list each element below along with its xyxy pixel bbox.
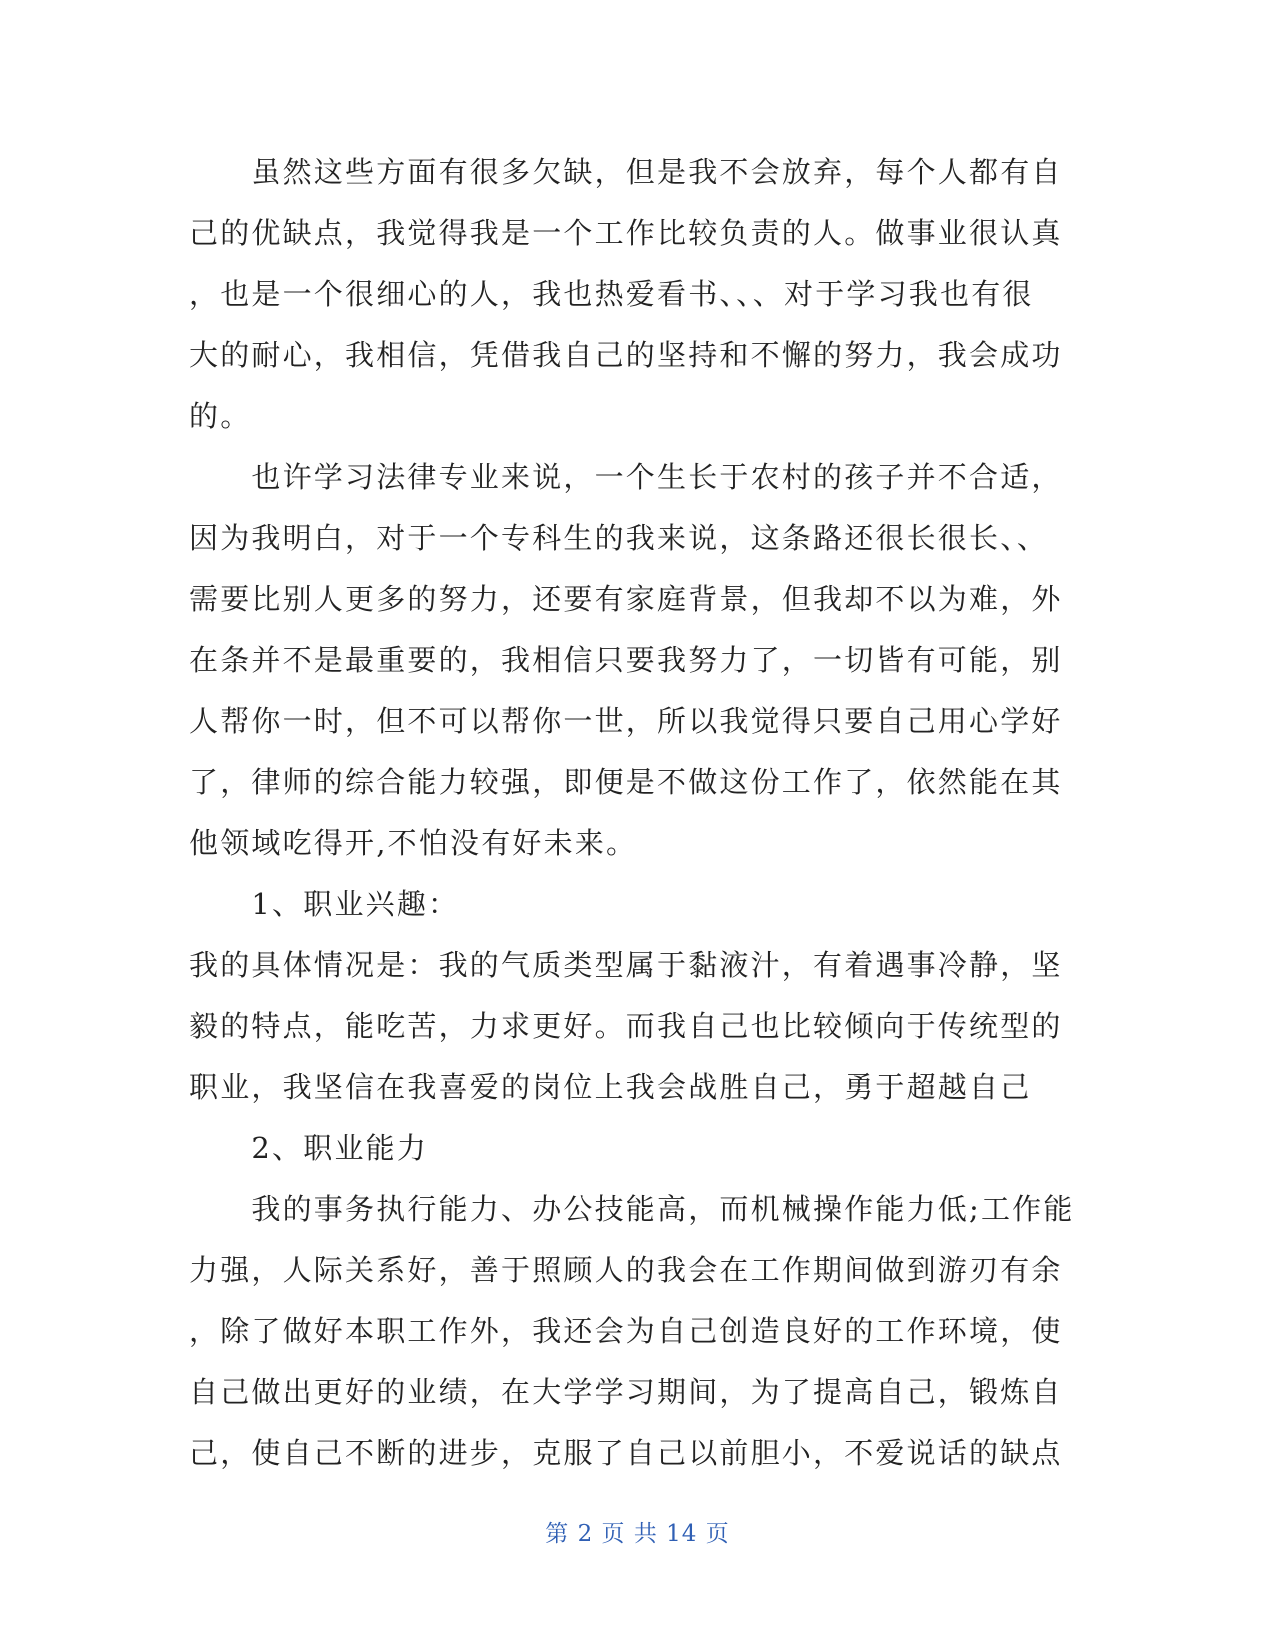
text-line: 因为我明白，对于一个专科生的我来说，这条路还很长很长、、 <box>189 521 1049 555</box>
text-line: ，除了做好本职工作外，我还会为自己创造良好的工作环境，使 <box>189 1314 1063 1348</box>
text-line: 他领域吃得开,不怕没有好未来。 <box>189 826 638 860</box>
section-heading: 2、职业能力 <box>189 1131 429 1165</box>
text-line: 大的耐心，我相信，凭借我自己的坚持和不懈的努力，我会成功 <box>189 338 1063 372</box>
text-line: 也许学习法律专业来说，一个生长于农村的孩子并不合适， <box>189 460 1063 494</box>
text-line: 我的具体情况是：我的气质类型属于黏液汁，有着遇事冷静，坚 <box>189 948 1063 982</box>
text-line: 我的事务执行能力、办公技能高，而机械操作能力低;工作能 <box>189 1192 1075 1226</box>
text-line: 虽然这些方面有很多欠缺，但是我不会放弃，每个人都有自 <box>189 155 1063 189</box>
section-heading: 1、职业兴趣： <box>189 887 460 921</box>
text-line: 己，使自己不断的进步，克服了自己以前胆小，不爱说话的缺点 <box>189 1436 1063 1470</box>
page-footer <box>0 1519 1275 1549</box>
document-body <box>189 142 1075 1484</box>
text-line: 在条并不是最重要的，我相信只要我努力了，一切皆有可能，别 <box>189 643 1063 677</box>
page-number: 第 2 页 共 14 页 <box>545 1521 730 1547</box>
text-line: 需要比别人更多的努力，还要有家庭背景，但我却不以为难，外 <box>189 582 1063 616</box>
text-line: 力强，人际关系好，善于照顾人的我会在工作期间做到游刃有余 <box>189 1253 1063 1287</box>
text-line: 毅的特点，能吃苦，力求更好。而我自己也比较倾向于传统型的 <box>189 1009 1063 1043</box>
text-line: 人帮你一时，但不可以帮你一世，所以我觉得只要自己用心学好 <box>189 704 1063 738</box>
text-line: 的。 <box>189 399 252 433</box>
text-line: 己的优缺点，我觉得我是一个工作比较负责的人。做事业很认真 <box>189 216 1063 250</box>
text-line: ，也是一个很细心的人，我也热爱看书、、、对于学习我也有很 <box>189 277 1034 311</box>
text-line: 了，律师的综合能力较强，即便是不做这份工作了，依然能在其 <box>189 765 1063 799</box>
text-line: 自己做出更好的业绩，在大学学习期间，为了提高自己，锻炼自 <box>189 1375 1063 1409</box>
text-line: 职业，我坚信在我喜爱的岗位上我会战胜自己，勇于超越自己 <box>189 1070 1032 1104</box>
